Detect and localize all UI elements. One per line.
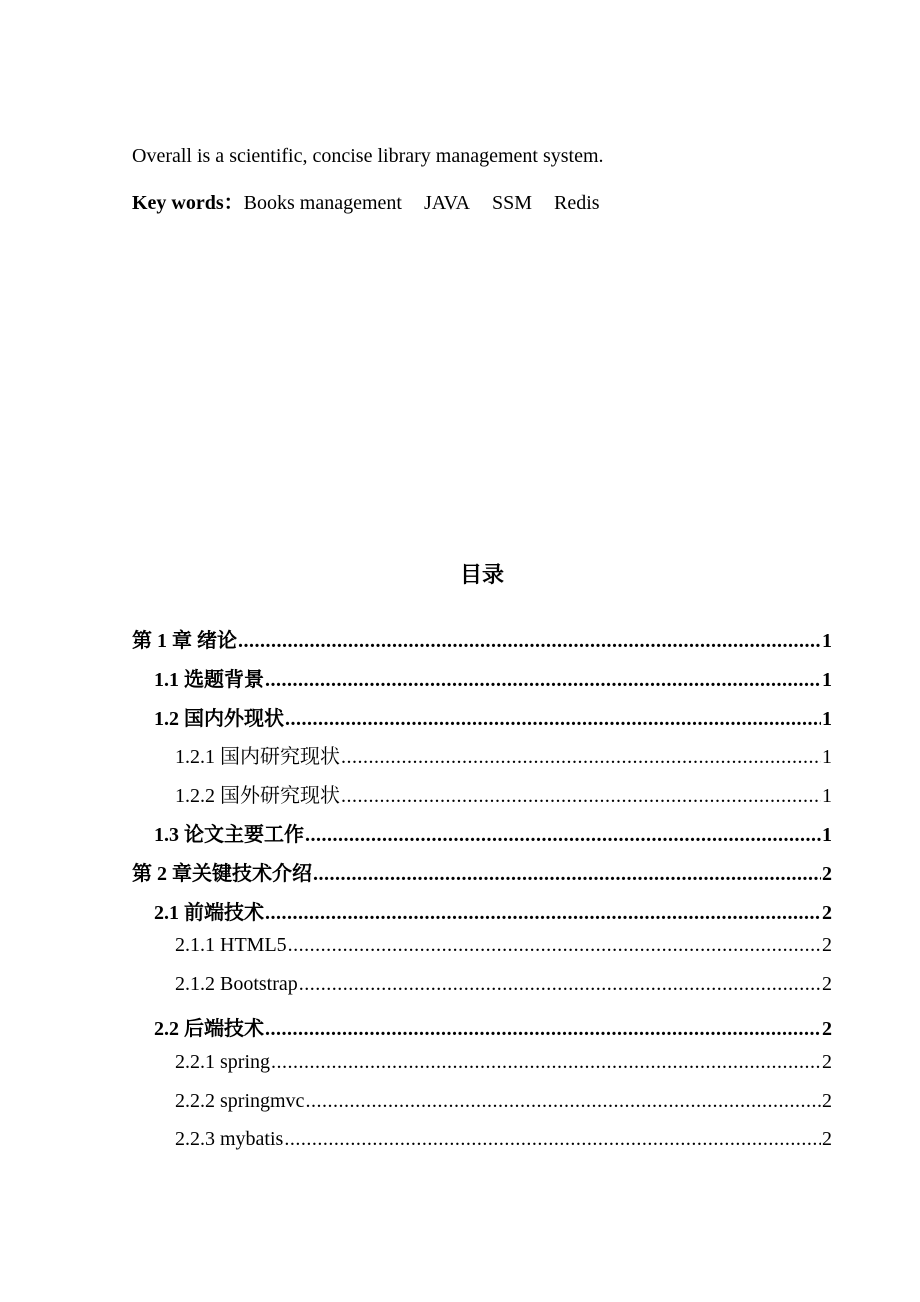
toc-entry-label: 2.2.1 spring bbox=[175, 1050, 270, 1073]
toc-leader-dots bbox=[341, 785, 821, 808]
keyword-item: JAVA bbox=[423, 192, 470, 214]
toc-entry[interactable] bbox=[132, 779, 832, 818]
toc-entry[interactable] bbox=[132, 702, 832, 741]
toc-entry-label: 2.1 前端技术 bbox=[154, 901, 264, 924]
toc-entry-page: 1 bbox=[822, 785, 832, 808]
toc-entry[interactable] bbox=[132, 857, 832, 896]
toc-entry-page: 1 bbox=[822, 668, 832, 691]
toc-entry-page: 2 bbox=[822, 1017, 832, 1040]
toc-leader-dots bbox=[341, 746, 821, 769]
toc-leader-dots bbox=[271, 1051, 821, 1074]
toc-entry-label: 1.2.2 国外研究现状 bbox=[175, 785, 340, 808]
toc-leader-dots bbox=[285, 708, 821, 731]
toc-entry-label: 2.2.2 springmvc bbox=[175, 1089, 305, 1112]
toc-entry-page: 2 bbox=[822, 1050, 832, 1073]
toc-entry[interactable] bbox=[132, 934, 832, 973]
toc-entry-page: 1 bbox=[822, 630, 832, 652]
toc-title: 目录 bbox=[459, 562, 504, 588]
toc-entry-label: 1.3 论文主要工作 bbox=[154, 823, 304, 846]
toc-entry-label: 2.1.1 HTML5 bbox=[175, 934, 287, 957]
toc-leader-dots bbox=[265, 1018, 821, 1041]
toc-entry[interactable] bbox=[132, 1012, 832, 1051]
toc-leader-dots bbox=[305, 1090, 821, 1113]
toc-entry[interactable] bbox=[132, 663, 832, 702]
toc-entry[interactable] bbox=[132, 1051, 832, 1090]
toc-entry[interactable] bbox=[132, 896, 832, 935]
toc-entry-label: 2.2 后端技术 bbox=[154, 1017, 264, 1040]
table-of-contents bbox=[132, 624, 832, 1167]
toc-leader-dots bbox=[305, 824, 821, 847]
toc-entry-label: 1.1 选题背景 bbox=[154, 668, 264, 691]
keyword-item: SSM bbox=[491, 192, 532, 214]
keyword-item: Books management bbox=[243, 192, 402, 214]
toc-entry-label: 2.2.3 mybatis bbox=[175, 1128, 284, 1151]
toc-entry-label: 1.2.1 国内研究现状 bbox=[175, 746, 340, 769]
toc-entry-page: 2 bbox=[822, 1128, 832, 1151]
toc-leader-dots bbox=[299, 973, 821, 996]
toc-leader-dots bbox=[265, 669, 821, 692]
keywords-separator: ： bbox=[223, 192, 244, 214]
keyword-item: Redis bbox=[553, 192, 600, 214]
toc-entry[interactable] bbox=[132, 1090, 832, 1129]
toc-entry-label: 第 1 章 绪论 bbox=[132, 630, 237, 652]
toc-entry[interactable] bbox=[132, 1128, 832, 1167]
toc-entry-page: 2 bbox=[822, 934, 832, 957]
toc-leader-dots bbox=[313, 863, 821, 886]
toc-leader-dots bbox=[284, 1128, 821, 1151]
toc-entry-page: 2 bbox=[822, 862, 832, 885]
toc-entry-page: 1 bbox=[822, 823, 832, 846]
toc-leader-dots bbox=[238, 630, 821, 653]
toc-entry[interactable] bbox=[132, 973, 832, 1012]
toc-entry-label: 2.1.2 Bootstrap bbox=[175, 973, 298, 996]
abstract-closing-sentence: Overall is a scientific, concise library management system. bbox=[132, 145, 604, 167]
toc-entry-page: 2 bbox=[822, 901, 832, 924]
keywords-line bbox=[132, 191, 622, 215]
toc-entry-page: 2 bbox=[822, 973, 832, 996]
toc-entry[interactable] bbox=[132, 624, 832, 663]
toc-entry-page: 1 bbox=[822, 746, 832, 769]
toc-leader-dots bbox=[265, 902, 821, 925]
toc-entry-page: 1 bbox=[822, 707, 832, 730]
toc-entry[interactable] bbox=[132, 740, 832, 779]
toc-leader-dots bbox=[288, 934, 821, 957]
keywords-label: Key words bbox=[132, 192, 224, 214]
toc-entry-label: 第 2 章关键技术介绍 bbox=[132, 862, 312, 885]
toc-entry-page: 2 bbox=[822, 1089, 832, 1112]
toc-entry[interactable] bbox=[132, 818, 832, 857]
toc-entry-label: 1.2 国内外现状 bbox=[154, 707, 284, 730]
